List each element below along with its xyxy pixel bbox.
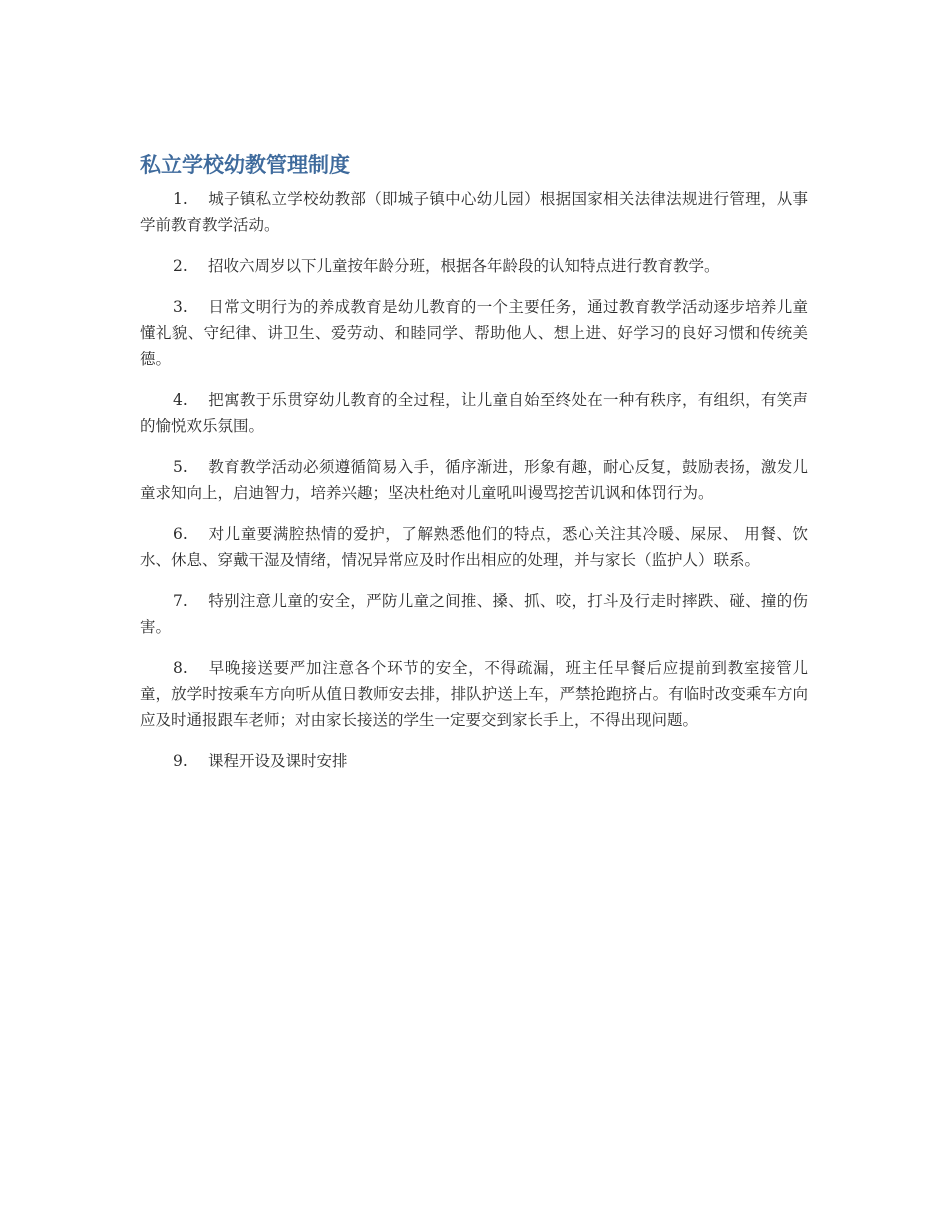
list-item-number: 7. bbox=[173, 592, 188, 610]
list-item-number: 8. bbox=[173, 659, 188, 677]
list-item-text: 城子镇私立学校幼教部（即城子镇中心幼儿园）根据国家相关法律法规进行管理，从事学前教育教学活动。 bbox=[140, 190, 808, 234]
list-item bbox=[140, 253, 808, 279]
list-item-text: 课程开设及课时安排 bbox=[208, 752, 348, 770]
list-item bbox=[140, 387, 808, 439]
list-item-text: 教育教学活动必须遵循简易入手，循序渐进，形象有趣，耐心反复，鼓励表扬，激发儿童求知向上，启迪智力，培养兴趣；坚决杜绝对儿童吼叫谩骂挖苦讥讽和体罚行为。 bbox=[140, 458, 808, 502]
list-item bbox=[140, 454, 808, 506]
list-item-number: 6. bbox=[173, 525, 188, 543]
list-item-number: 9. bbox=[173, 752, 188, 770]
list-item-text: 特别注意儿童的安全，严防儿童之间推、搡、抓、咬，打斗及行走时摔跌、碰、撞的伤害。 bbox=[140, 592, 808, 636]
list-item bbox=[140, 655, 808, 733]
list-item bbox=[140, 294, 808, 372]
list-item-text: 把寓教于乐贯穿幼儿教育的全过程，让儿童自始至终处在一种有秩序，有组织，有笑声的愉悦欢乐氛围。 bbox=[140, 391, 808, 435]
list-item-number: 5. bbox=[173, 458, 188, 476]
document-body bbox=[140, 150, 808, 789]
list-item bbox=[140, 588, 808, 640]
document-title: 私立学校幼教管理制度 bbox=[140, 153, 350, 177]
list-item-text: 对儿童要满腔热情的爱护，了解熟悉他们的特点，悉心关注其冷暖、屎尿、 用餐、饮水、休息、穿戴干湿及情绪，情况异常应及时作出相应的处理，并与家长（监护人）联系。 bbox=[140, 525, 808, 569]
list-item bbox=[140, 186, 808, 238]
list-item-text: 早晚接送要严加注意各个环节的安全，不得疏漏，班主任早餐后应提前到教室接管儿童，放学时按乘车方向听从值日教师安去排，排队护送上车，严禁抢跑挤占。有临时改变乘车方向应及时通报跟车老师；对由家长接送的学生一定要交到家长手上，不得出现问题。 bbox=[140, 659, 808, 729]
list-item-number: 2. bbox=[173, 257, 188, 275]
list-item-number: 3. bbox=[173, 298, 188, 316]
list-item-text: 日常文明行为的养成教育是幼儿教育的一个主要任务，通过教育教学活动逐步培养儿童懂礼貌、守纪律、讲卫生、爱劳动、和睦同学、帮助他人、想上进、好学习的良好习惯和传统美德。 bbox=[140, 298, 808, 368]
list-item bbox=[140, 521, 808, 573]
list-item bbox=[140, 748, 808, 774]
list-item-number: 4. bbox=[173, 391, 188, 409]
list-item-text: 招收六周岁以下儿童按年龄分班，根据各年龄段的认知特点进行教育教学。 bbox=[208, 257, 720, 275]
list-item-number: 1. bbox=[173, 190, 188, 208]
